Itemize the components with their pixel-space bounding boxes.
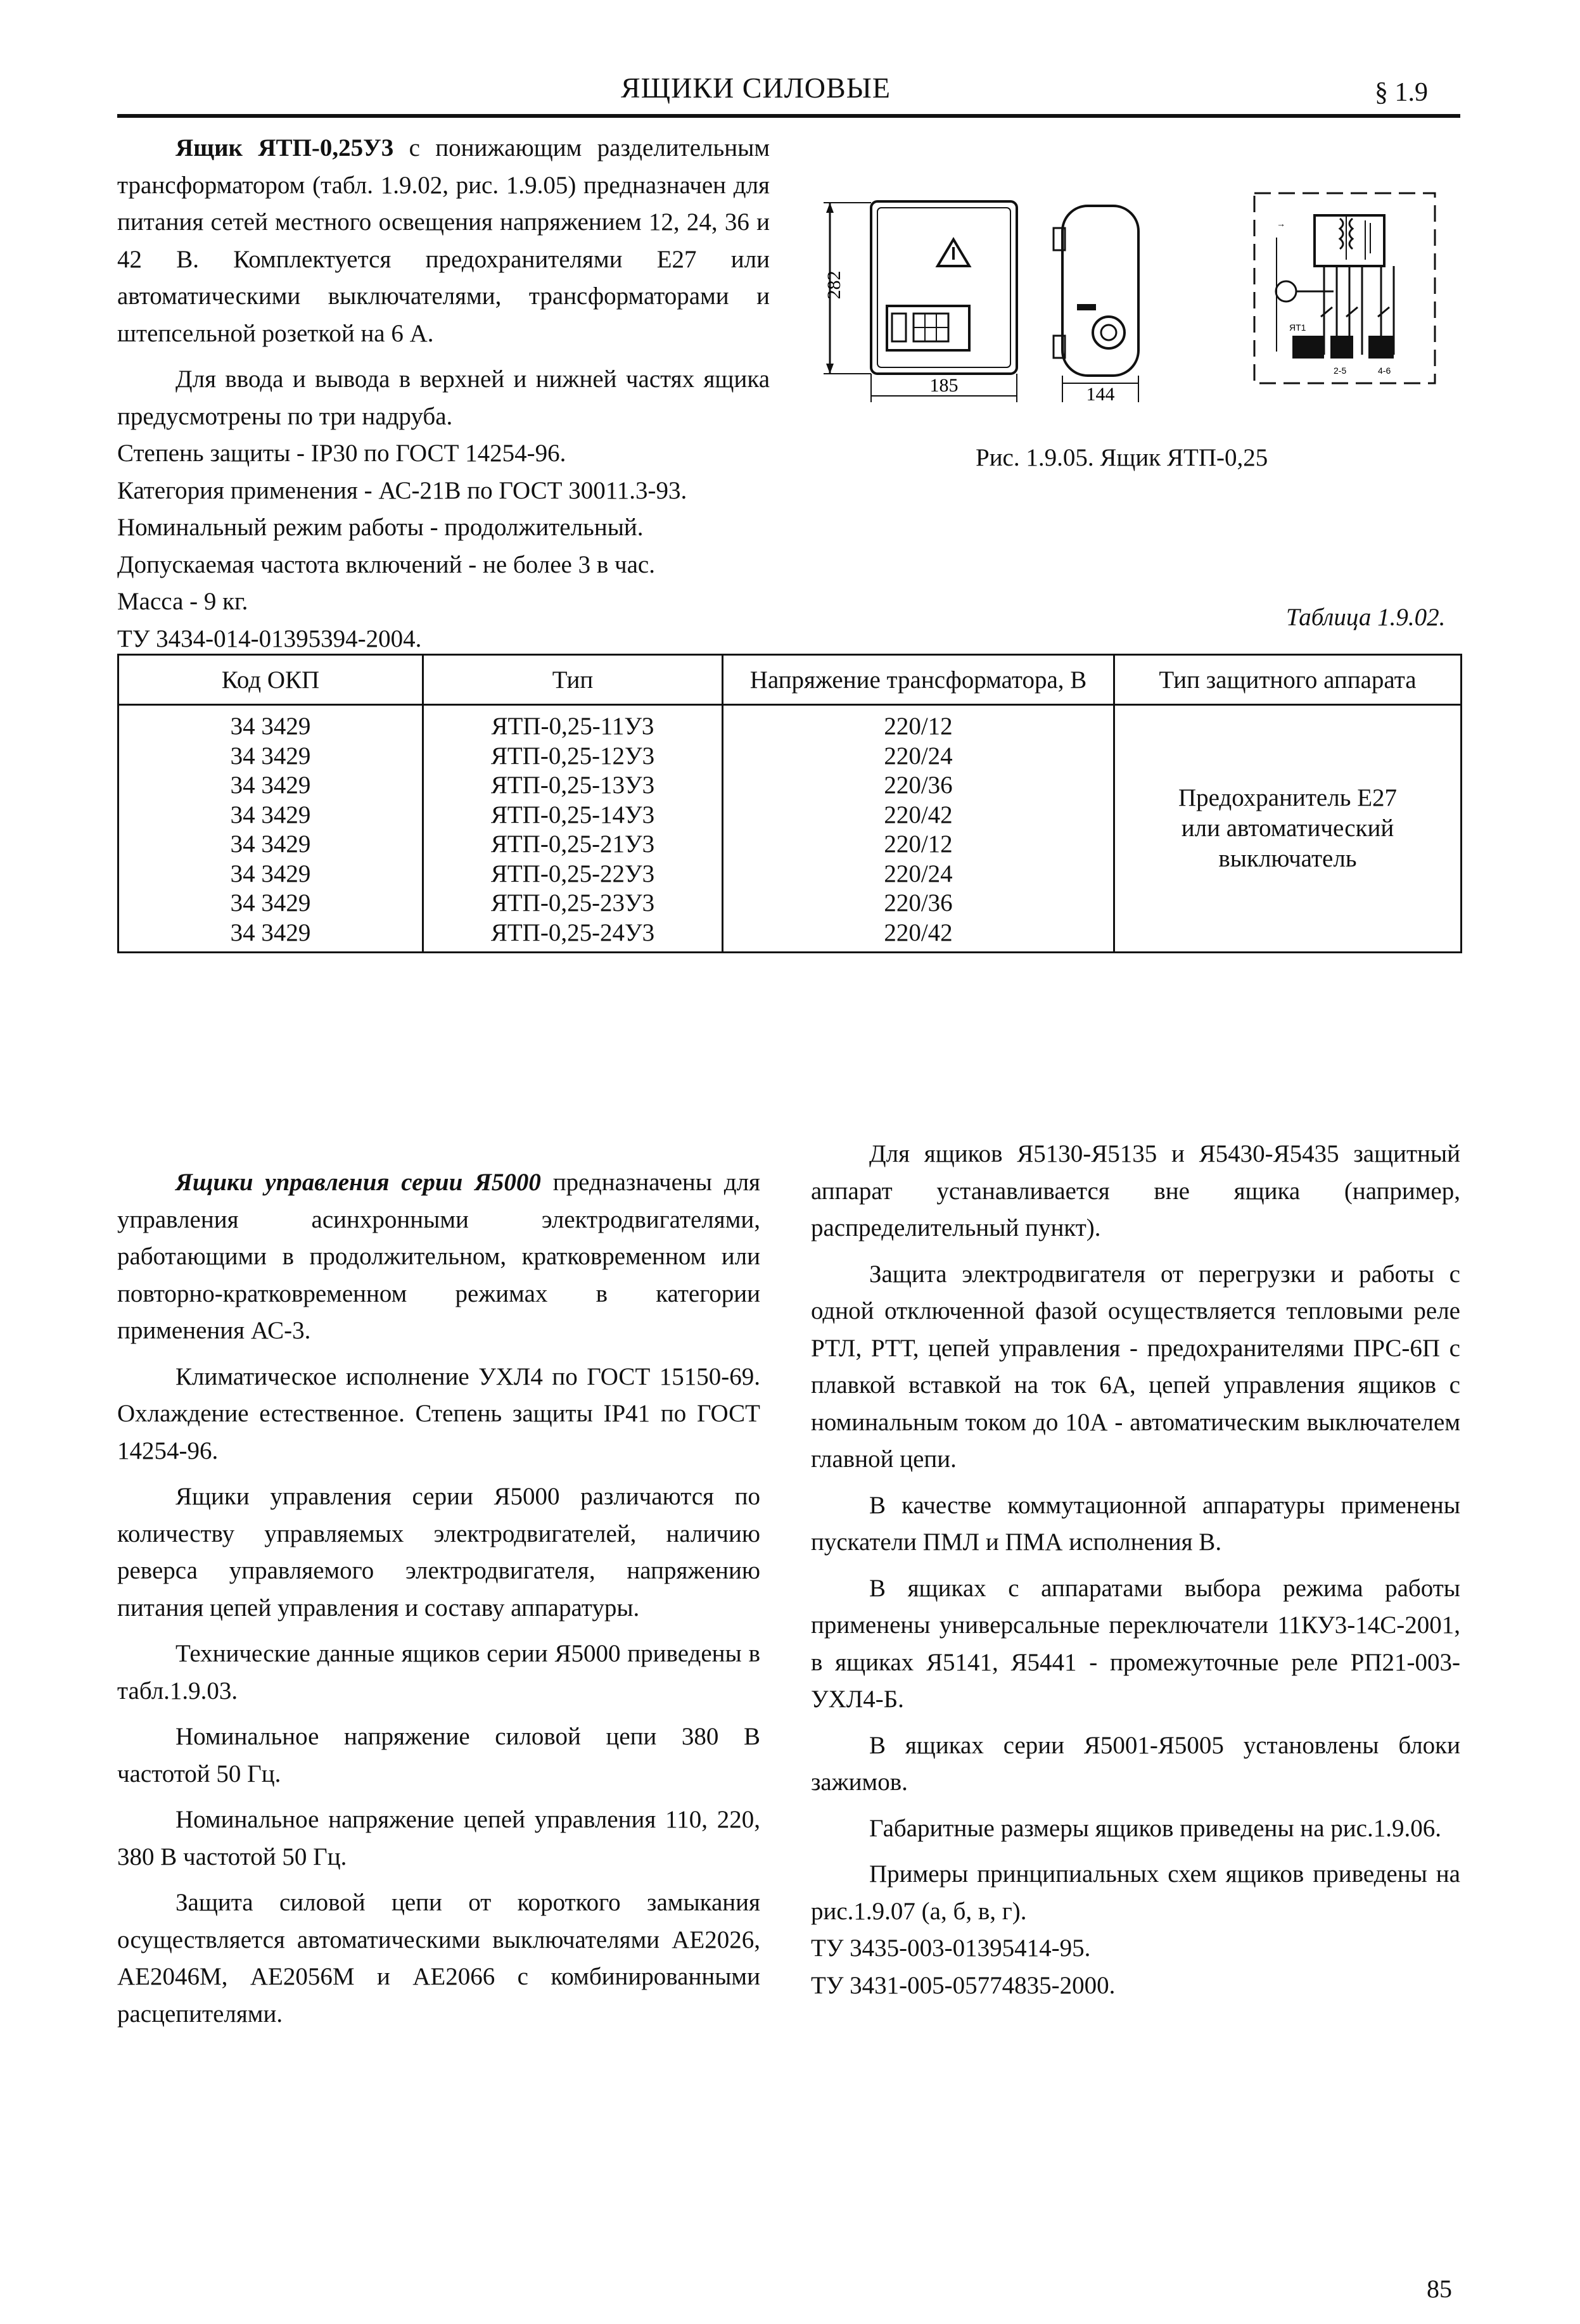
- voltage-cell: 220/12: [884, 713, 953, 740]
- right-paragraph-1: Для ящиков Я5130-Я5135 и Я5430-Я5435 защитный аппарат устанавливается вне ящика (например, распределительный пункт).: [811, 1140, 1460, 1241]
- intro-frequency: Допускаемая частота включений - не более 3 в час.: [117, 550, 655, 578]
- intro-category: Категория применения - АС-21В по ГОСТ 30011.3-93.: [117, 476, 687, 504]
- voltage-cell: 220/36: [884, 889, 953, 917]
- table-caption: Таблица 1.9.02.: [1286, 604, 1446, 631]
- voltage-cell: 220/42: [884, 801, 953, 829]
- intro-paragraph: Ящик ЯТП-0,25У3 с понижающим разделительным трансформатором (табл. 1.9.02, рис. 1.9.05) предназначен для питания сетей местного освещения напряжением 12, 24, 36 и 42 В. Комплектуется предохранителями Е27 или автоматическими выключателями, трансформаторами и штепсельной розеткой на 6 А.: [117, 134, 770, 347]
- protection-device-cell: [1114, 705, 1462, 953]
- code-cell: 34 3429: [230, 742, 311, 770]
- intro-tu: ТУ 3434-014-01395394-2004.: [117, 625, 422, 652]
- right-paragraph-2: Защита электродвигателя от перегрузки и работы с одной отключенной фазой осуществляется тепловыми реле РТЛ, РТТ, цепей управления - предохранителями ПРС-6П с плавкой вставкой на ток 6А, цепей управления ящиков с номинальным током до 10А - автоматическим выключателем главной цепи.: [811, 1260, 1460, 1473]
- code-cell: 34 3429: [230, 918, 311, 946]
- box-side-view: [1048, 203, 1150, 412]
- intro-protection: Степень защиты - IP30 по ГОСТ 14254-96.: [117, 440, 566, 467]
- box-front-view: [824, 190, 1026, 418]
- left-column: [117, 1164, 760, 2033]
- type-cell: ЯТП-0,25-23У3: [490, 889, 655, 917]
- left-paragraph-5: Номинальное напряжение силовой цепи 380 В частотой 50 Гц.: [117, 1723, 760, 1787]
- left-paragraph-2: Климатическое исполнение УХЛ4 по ГОСТ 15150-69. Охлаждение естественное. Степень защиты IP41 по ГОСТ 14254-96.: [117, 1362, 760, 1464]
- right-paragraph-6: Габаритные размеры ящиков приведены на рис.1.9.06.: [869, 1814, 1441, 1842]
- right-column: [811, 1136, 1460, 2004]
- header-okp-code: Код ОКП: [118, 655, 423, 705]
- type-cell: ЯТП-0,25-22У3: [490, 860, 655, 887]
- spec-table: [117, 654, 1462, 953]
- protection-line: Предохранитель Е27: [1178, 784, 1398, 811]
- dim-depth-label: 144: [1086, 384, 1115, 405]
- code-column: [118, 705, 423, 953]
- dim-height-label: 282: [824, 270, 844, 300]
- series-title: Ящики управления серии Я5000: [175, 1169, 541, 1196]
- page-header-title: ЯЩИКИ СИЛОВЫЕ: [621, 72, 891, 104]
- type-cell: ЯТП-0,25-24У3: [490, 918, 655, 946]
- tu-reference-1: ТУ 3435-003-01395414-95.: [811, 1934, 1091, 1962]
- code-cell: 34 3429: [230, 713, 311, 740]
- right-paragraph-3: В качестве коммутационной аппаратуры применены пускатели ПМЛ и ПМА исполнения В.: [811, 1491, 1460, 1556]
- voltage-cell: 220/24: [884, 860, 953, 887]
- right-paragraph-7: Примеры принципиальных схем ящиков приведены на рис.1.9.07 (а, б, в, г).: [811, 1860, 1460, 1925]
- schematic-label-b: ЯТ1: [1289, 322, 1306, 333]
- protection-line: или автоматический: [1181, 815, 1394, 842]
- right-paragraph-5: В ящиках серии Я5001-Я5005 установлены блоки зажимов.: [811, 1731, 1460, 1796]
- header-protection-device: Тип защитного аппарата: [1114, 655, 1462, 705]
- protection-line: выключатель: [1218, 845, 1357, 872]
- voltage-cell: 220/36: [884, 771, 953, 799]
- code-cell: 34 3429: [230, 889, 311, 917]
- voltage-column: [723, 705, 1114, 953]
- intro-mass: Масса - 9 кг.: [117, 588, 248, 615]
- left-paragraph-7: Защита силовой цепи от короткого замыкания осуществляется автоматическими выключателями АЕ2026, АЕ2046М, АЕ2056М и АЕ2066 с комбинированными расцепителями.: [117, 1889, 760, 2028]
- intro-mode: Номинальный режим работы - продолжительный.: [117, 514, 644, 541]
- left-paragraph-6: Номинальное напряжение цепей управления 110, 220, 380 В частотой 50 Гц.: [117, 1806, 760, 1870]
- left-paragraph-3: Ящики управления серии Я5000 различаются по количеству управляемых электродвигателей, наличию реверса управляемого электродвигателя, напряжению питания цепей управления и составу аппаратуры.: [117, 1483, 760, 1622]
- type-cell: ЯТП-0,25-14У3: [490, 801, 655, 829]
- header-type: Тип: [423, 655, 723, 705]
- code-cell: 34 3429: [230, 801, 311, 829]
- intro-text: [117, 130, 770, 657]
- product-name: Ящик ЯТП-0,25У3: [175, 134, 394, 162]
- table-header-row: [118, 655, 1462, 705]
- tu-reference-2: ТУ 3431-005-05774835-2000.: [811, 1971, 1116, 1999]
- voltage-cell: 220/42: [884, 918, 953, 946]
- schematic-label-a: →: [1277, 219, 1285, 229]
- table-row: [118, 705, 1462, 953]
- schematic-label-d: 4-6: [1378, 365, 1391, 376]
- circuit-schematic: [1251, 190, 1441, 393]
- header-voltage: Напряжение трансформатора, В: [723, 655, 1114, 705]
- code-cell: 34 3429: [230, 771, 311, 799]
- type-cell: ЯТП-0,25-13У3: [490, 771, 655, 799]
- figure-caption: Рис. 1.9.05. Ящик ЯТП-0,25: [976, 444, 1268, 471]
- type-cell: ЯТП-0,25-11У3: [491, 713, 654, 740]
- type-cell: ЯТП-0,25-12У3: [490, 742, 655, 770]
- right-paragraph-4: В ящиках с аппаратами выбора режима работы применены универсальные переключатели 11КУ3-14С-2001, в ящиках Я5141, Я5441 - промежуточные реле РП21-003-УХЛ4-Б.: [811, 1574, 1460, 1713]
- header-rule: [117, 114, 1460, 118]
- voltage-cell: 220/24: [884, 742, 953, 770]
- section-number: § 1.9: [1375, 78, 1428, 107]
- code-cell: 34 3429: [230, 830, 311, 858]
- intro-input-paragraph: Для ввода и вывода в верхней и нижней частях ящика предусмотрены по три надруба.: [117, 365, 770, 430]
- code-cell: 34 3429: [230, 860, 311, 887]
- page-number: 85: [1427, 2275, 1452, 2303]
- type-column: [423, 705, 723, 953]
- dim-width-label: 185: [929, 375, 959, 396]
- left-paragraph-1: Ящики управления серии Я5000 предназначены для управления асинхронными электродвигателями, работающими в продолжительном, кратковременном или повторно-кратковременном режимах в категории применения АС-3.: [117, 1169, 760, 1344]
- type-cell: ЯТП-0,25-21У3: [490, 830, 655, 858]
- voltage-cell: 220/12: [884, 830, 953, 858]
- left-paragraph-4: Технические данные ящиков серии Я5000 приведены в табл.1.9.03.: [117, 1640, 760, 1705]
- schematic-label-c: 2-5: [1334, 365, 1347, 376]
